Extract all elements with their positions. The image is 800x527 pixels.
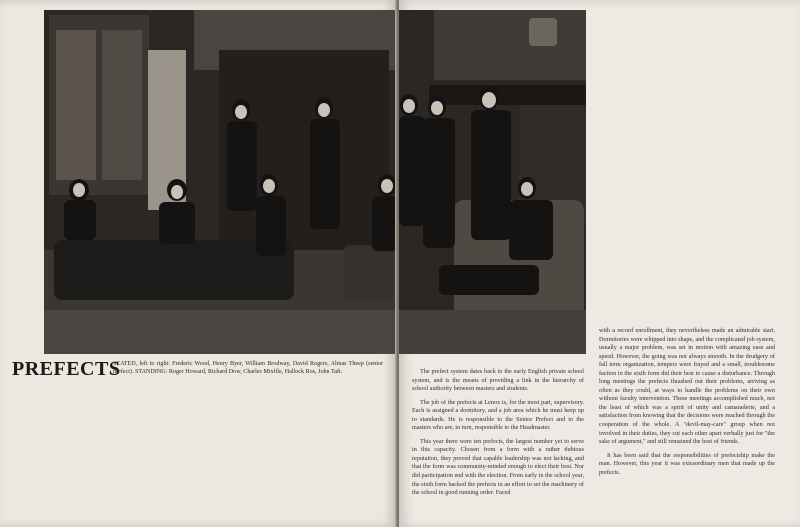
article-column-2 [599,327,775,482]
paragraph: It has been said that the responsibilities of prefectship make the man. However, this year it was extraordinary men that made up the prefects. [599,451,775,476]
prefects-group-photo-right [399,10,586,354]
group-photo-illustration-right [399,10,586,354]
left-page [0,0,397,527]
paragraph: The job of the prefects at Lenox is, for the most part, supervisory. Each is assigned a dormitory, and a job area which he must keep up to standards. He is responsible to the Senior Prefect and to the masters who are, in turn, responsible to the Headmaster. [412,398,584,432]
article-column-1 [412,368,584,503]
paragraph: with a record enrollment, they nevertheless made an admirable start. Dormitories were whipped into shape, and the complicated job system, usually a major problem, was set in motion with amazing ease and speed. However, the going was not always smooth. In the drudgery of fall term organization, tempers were frayed and a small, troublesome faction in the sixth form did their best to cause a disturbance. Through long meetings the prefects thrashed out their problems, arriving as often as they could, at ways to handle the problems on their own without faculty intervention. These meetings accomplished much, not the least of which was a spirit of unity and camaraderie, and a satisfaction from knowing that the decisions were reached through the cooperation of the whole. A "devil-may-care" group when not involved in their duties, they cut each other apart verbally just for "the sake of argument," and still remained the best of friends. [599,327,775,446]
paragraph: The prefect system dates back to the early English private school system, and is the means of providing a link in the hierarchy of school authority between masters and students. [412,368,584,393]
prefects-group-photo-left [44,10,397,354]
photo-caption: SEATED, left to right: Frederic Wood, Henry Byer, William Brodway, David Rogers, Almas Theep (senior prefect). STANDING: Roger Howard, Richard Dow, Charles Mixfile, Hallock Ros, John Taft. [113,361,383,376]
group-photo-illustration [44,10,397,354]
section-title: PREFECTS [12,358,121,380]
paragraph: This year there were ten prefects, the largest number yet to serve in this capacity. Chosen from a form with a rather dubious reputation, they proved that capable leadership was not lacking, and that the form was community-minded enough to elect their best. Nor did participation end with the election. From early in the school year, the sixth form backed the prefects in an effort to set the machinery of the school in good running order. Faced [412,437,584,497]
